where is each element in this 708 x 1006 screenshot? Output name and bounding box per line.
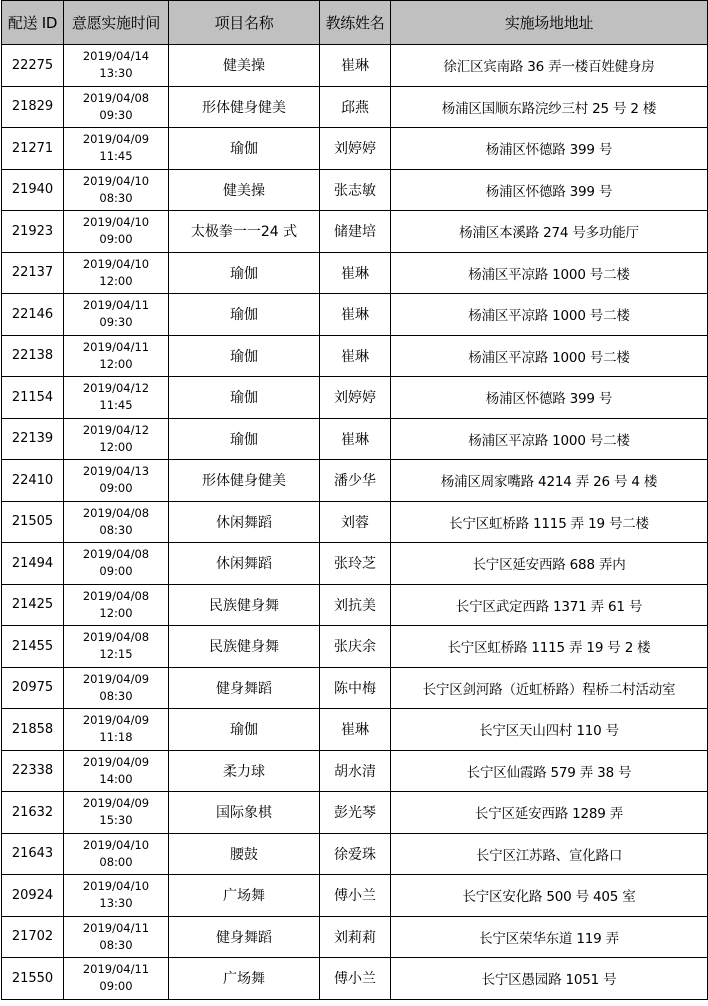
planned-time-cell: [64, 377, 169, 419]
coach-name-cell: 崔琳: [320, 252, 391, 294]
planned-time-cell: [64, 211, 169, 253]
delivery-id-cell: 22146: [2, 294, 64, 336]
planned-date: 2019/04/11: [82, 339, 150, 354]
planned-clock-time: 09:00: [99, 564, 133, 579]
planned-date: 2019/04/12: [82, 422, 150, 437]
delivery-id-cell: 21271: [2, 128, 64, 170]
planned-time-cell: [64, 875, 169, 917]
planned-date: 2019/04/09: [82, 132, 150, 147]
project-name-cell: 瑜伽: [169, 294, 320, 336]
coach-name-cell: 张庆余: [320, 626, 391, 668]
project-name-cell: 瑜伽: [169, 709, 320, 751]
coach-name-cell: 崔琳: [320, 45, 391, 87]
venue-address-cell: 长宁区安化路 500 号 405 室: [391, 875, 708, 917]
coach-name-cell: 刘婷婷: [320, 128, 391, 170]
project-name-cell: 休闲舞蹈: [169, 501, 320, 543]
planned-date: 2019/04/08: [82, 630, 150, 645]
planned-clock-time: 12:00: [99, 605, 133, 620]
coach-name-cell: 崔琳: [320, 709, 391, 751]
project-name-cell: 瑜伽: [169, 128, 320, 170]
planned-time-cell: [64, 958, 169, 1000]
planned-clock-time: 11:18: [99, 730, 133, 745]
planned-date: 2019/04/12: [82, 381, 150, 396]
coach-name-cell: 胡水清: [320, 750, 391, 792]
planned-clock-time: 08:30: [99, 937, 133, 952]
planned-date: 2019/04/09: [82, 796, 150, 811]
planned-clock-time: 12:00: [99, 439, 133, 454]
venue-address-cell: 杨浦区本溪路 274 号多功能厅: [391, 211, 708, 253]
coach-name-cell: 傅小兰: [320, 875, 391, 917]
project-name-cell: 健身舞蹈: [169, 667, 320, 709]
planned-date: 2019/04/10: [82, 173, 150, 188]
planned-time-cell: [64, 128, 169, 170]
planned-time-cell: [64, 460, 169, 502]
coach-name-cell: 刘抗美: [320, 584, 391, 626]
table-row: [2, 252, 708, 294]
table-row: [2, 916, 708, 958]
coach-name-cell: 储建培: [320, 211, 391, 253]
venue-address-cell: 长宁区延安西路 1289 弄: [391, 792, 708, 834]
delivery-id-cell: 21643: [2, 833, 64, 875]
planned-clock-time: 09:30: [99, 107, 133, 122]
planned-date: 2019/04/13: [82, 464, 150, 479]
table-row: [2, 418, 708, 460]
planned-date: 2019/04/08: [82, 588, 150, 603]
table-row: [2, 169, 708, 211]
project-name-cell: 太极拳一一24 式: [169, 211, 320, 253]
planned-time-cell: [64, 833, 169, 875]
table-row: [2, 958, 708, 1000]
venue-address-cell: 长宁区荣华东道 119 弄: [391, 916, 708, 958]
planned-date: 2019/04/08: [82, 547, 150, 562]
planned-time-cell: [64, 45, 169, 87]
table-row: [2, 128, 708, 170]
planned-clock-time: 13:30: [99, 66, 133, 81]
table-row: [2, 460, 708, 502]
planned-date: 2019/04/11: [82, 962, 150, 977]
table-row: [2, 86, 708, 128]
delivery-id-cell: 21505: [2, 501, 64, 543]
table-row: [2, 543, 708, 585]
delivery-id-cell: 20924: [2, 875, 64, 917]
planned-clock-time: 09:30: [99, 315, 133, 330]
delivery-id-cell: 22139: [2, 418, 64, 460]
table-row: [2, 294, 708, 336]
planned-time-cell: [64, 335, 169, 377]
planned-clock-time: 08:30: [99, 190, 133, 205]
delivery-schedule-table: [1, 0, 708, 1000]
planned-time-cell: [64, 750, 169, 792]
project-name-cell: 瑜伽: [169, 335, 320, 377]
coach-name-cell: 张志敏: [320, 169, 391, 211]
table-row: [2, 45, 708, 87]
table-body: [2, 45, 708, 1000]
planned-date: 2019/04/10: [82, 879, 150, 894]
planned-clock-time: 15:30: [99, 813, 133, 828]
venue-address-cell: 杨浦区国顺东路浣纱三村 25 号 2 楼: [391, 86, 708, 128]
planned-clock-time: 08:30: [99, 688, 133, 703]
planned-clock-time: 14:00: [99, 771, 133, 786]
table-row: [2, 626, 708, 668]
planned-clock-time: 09:00: [99, 232, 133, 247]
venue-address-cell: 杨浦区平凉路 1000 号二楼: [391, 252, 708, 294]
coach-name-cell: 陈中梅: [320, 667, 391, 709]
table-row: [2, 584, 708, 626]
project-name-cell: 健身舞蹈: [169, 916, 320, 958]
planned-date: 2019/04/08: [82, 90, 150, 105]
delivery-id-cell: 22275: [2, 45, 64, 87]
delivery-id-cell: 21425: [2, 584, 64, 626]
coach-name-cell: 潘少华: [320, 460, 391, 502]
table-row: [2, 667, 708, 709]
header-row: [2, 1, 708, 45]
project-name-cell: 健美操: [169, 45, 320, 87]
delivery-id-cell: 21702: [2, 916, 64, 958]
planned-clock-time: 08:00: [99, 854, 133, 869]
planned-time-cell: [64, 252, 169, 294]
project-name-cell: 国际象棋: [169, 792, 320, 834]
project-name-cell: 柔力球: [169, 750, 320, 792]
venue-address-cell: 长宁区虹桥路 1115 弄 19 号二楼: [391, 501, 708, 543]
coach-name-cell: 张玲芝: [320, 543, 391, 585]
table-row: [2, 501, 708, 543]
venue-address-cell: 长宁区仙霞路 579 弄 38 号: [391, 750, 708, 792]
coach-name-cell: 傅小兰: [320, 958, 391, 1000]
project-name-cell: 腰鼓: [169, 833, 320, 875]
planned-time-cell: [64, 418, 169, 460]
coach-name-cell: 崔琳: [320, 294, 391, 336]
delivery-id-cell: 21632: [2, 792, 64, 834]
delivery-id-cell: 21455: [2, 626, 64, 668]
coach-name-cell: 刘莉莉: [320, 916, 391, 958]
table-row: [2, 833, 708, 875]
venue-address-cell: 杨浦区怀德路 399 号: [391, 377, 708, 419]
planned-date: 2019/04/09: [82, 754, 150, 769]
planned-date: 2019/04/14: [82, 49, 150, 64]
project-name-cell: 瑜伽: [169, 377, 320, 419]
planned-date: 2019/04/10: [82, 215, 150, 230]
header-delivery-id: 配送 ID: [2, 1, 64, 45]
planned-clock-time: 11:45: [99, 149, 133, 164]
planned-clock-time: 12:15: [99, 647, 133, 662]
planned-time-cell: [64, 501, 169, 543]
project-name-cell: 广场舞: [169, 958, 320, 1000]
project-name-cell: 民族健身舞: [169, 626, 320, 668]
planned-time-cell: [64, 792, 169, 834]
coach-name-cell: 邱燕: [320, 86, 391, 128]
venue-address-cell: 徐汇区宾南路 36 弄一楼百姓健身房: [391, 45, 708, 87]
project-name-cell: 形体健身健美: [169, 86, 320, 128]
delivery-id-cell: 21550: [2, 958, 64, 1000]
planned-clock-time: 12:00: [99, 356, 133, 371]
delivery-id-cell: 21494: [2, 543, 64, 585]
planned-time-cell: [64, 294, 169, 336]
venue-address-cell: 长宁区剑河路（近虹桥路）程桥二村活动室: [391, 667, 708, 709]
planned-clock-time: 08:30: [99, 522, 133, 537]
planned-date: 2019/04/10: [82, 256, 150, 271]
table-row: [2, 709, 708, 751]
header-project-name: 项目名称: [169, 1, 320, 45]
delivery-id-cell: 20975: [2, 667, 64, 709]
delivery-id-cell: 21858: [2, 709, 64, 751]
table-row: [2, 377, 708, 419]
table-row: [2, 750, 708, 792]
table-row: [2, 792, 708, 834]
venue-address-cell: 杨浦区平凉路 1000 号二楼: [391, 294, 708, 336]
venue-address-cell: 杨浦区怀德路 399 号: [391, 169, 708, 211]
planned-time-cell: [64, 667, 169, 709]
delivery-id-cell: 22410: [2, 460, 64, 502]
planned-date: 2019/04/09: [82, 671, 150, 686]
venue-address-cell: 杨浦区周家嘴路 4214 弄 26 号 4 楼: [391, 460, 708, 502]
planned-time-cell: [64, 916, 169, 958]
venue-address-cell: 长宁区愚园路 1051 号: [391, 958, 708, 1000]
planned-clock-time: 09:00: [99, 481, 133, 496]
planned-date: 2019/04/09: [82, 713, 150, 728]
venue-address-cell: 长宁区武定西路 1371 弄 61 号: [391, 584, 708, 626]
project-name-cell: 民族健身舞: [169, 584, 320, 626]
planned-time-cell: [64, 626, 169, 668]
project-name-cell: 休闲舞蹈: [169, 543, 320, 585]
header-coach-name: 教练姓名: [320, 1, 391, 45]
project-name-cell: 广场舞: [169, 875, 320, 917]
table-row: [2, 335, 708, 377]
planned-time-cell: [64, 86, 169, 128]
coach-name-cell: 徐爱珠: [320, 833, 391, 875]
planned-time-cell: [64, 169, 169, 211]
delivery-id-cell: 22138: [2, 335, 64, 377]
coach-name-cell: 刘婷婷: [320, 377, 391, 419]
planned-date: 2019/04/11: [82, 920, 150, 935]
planned-clock-time: 13:30: [99, 896, 133, 911]
header-planned-time: 意愿实施时间: [64, 1, 169, 45]
project-name-cell: 瑜伽: [169, 252, 320, 294]
planned-date: 2019/04/08: [82, 505, 150, 520]
planned-time-cell: [64, 543, 169, 585]
delivery-id-cell: 21154: [2, 377, 64, 419]
header-venue-address: 实施场地地址: [391, 1, 708, 45]
venue-address-cell: 长宁区虹桥路 1115 弄 19 号 2 楼: [391, 626, 708, 668]
coach-name-cell: 崔琳: [320, 335, 391, 377]
delivery-id-cell: 21923: [2, 211, 64, 253]
project-name-cell: 健美操: [169, 169, 320, 211]
planned-date: 2019/04/10: [82, 837, 150, 852]
planned-clock-time: 12:00: [99, 273, 133, 288]
project-name-cell: 形体健身健美: [169, 460, 320, 502]
delivery-id-cell: 22338: [2, 750, 64, 792]
table-row: [2, 875, 708, 917]
venue-address-cell: 杨浦区平凉路 1000 号二楼: [391, 418, 708, 460]
planned-time-cell: [64, 584, 169, 626]
venue-address-cell: 杨浦区怀德路 399 号: [391, 128, 708, 170]
venue-address-cell: 长宁区天山四村 110 号: [391, 709, 708, 751]
venue-address-cell: 长宁区江苏路、宣化路口: [391, 833, 708, 875]
planned-time-cell: [64, 709, 169, 751]
delivery-id-cell: 22137: [2, 252, 64, 294]
coach-name-cell: 刘蓉: [320, 501, 391, 543]
coach-name-cell: 彭光琴: [320, 792, 391, 834]
table-row: [2, 211, 708, 253]
planned-clock-time: 11:45: [99, 398, 133, 413]
delivery-id-cell: 21829: [2, 86, 64, 128]
planned-date: 2019/04/11: [82, 298, 150, 313]
coach-name-cell: 崔琳: [320, 418, 391, 460]
venue-address-cell: 长宁区延安西路 688 弄内: [391, 543, 708, 585]
venue-address-cell: 杨浦区平凉路 1000 号二楼: [391, 335, 708, 377]
project-name-cell: 瑜伽: [169, 418, 320, 460]
delivery-id-cell: 21940: [2, 169, 64, 211]
planned-clock-time: 09:00: [99, 979, 133, 994]
